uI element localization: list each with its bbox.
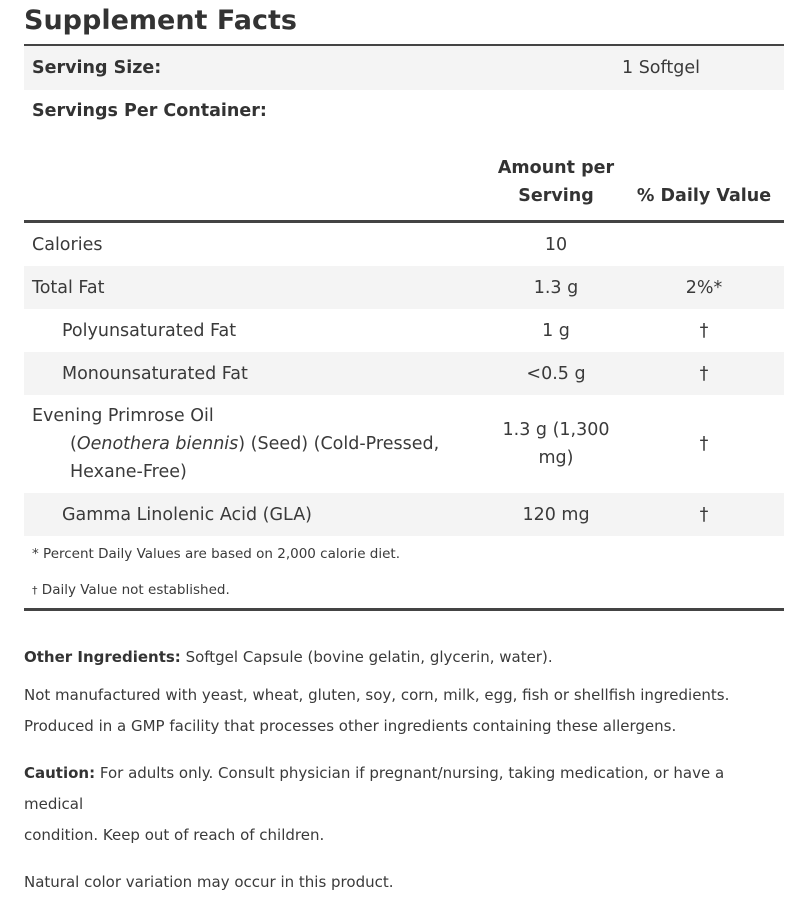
nutrient-dv: † xyxy=(699,320,709,341)
nutrient-amount: <0.5 g xyxy=(526,363,586,384)
nutrient-amount xyxy=(488,416,624,472)
servings-per-container-label: Servings Per Container: xyxy=(32,101,267,121)
amount-per-serving-header xyxy=(488,154,624,220)
table-row xyxy=(24,266,784,309)
nutrient-dv: 2%* xyxy=(685,277,723,298)
caution-line1 xyxy=(24,758,784,820)
nutrient-name: Gamma Linolenic Acid (GLA) xyxy=(62,504,312,525)
other-ingredients-label: Other Ingredients: xyxy=(24,648,181,666)
serving-size-value: 1 Softgel xyxy=(622,58,700,78)
caution-text: For adults only. Consult physician if pregnant/nursing, taking medication, or have a medical xyxy=(24,764,725,813)
table-row xyxy=(24,309,784,352)
amount-header-line2: Serving xyxy=(518,186,594,206)
nutrient-amount: 1 g xyxy=(542,320,570,341)
source-detail: ) (Seed) (Cold-Pressed, xyxy=(238,434,440,454)
source-paren: ( xyxy=(70,434,77,454)
caution-label: Caution: xyxy=(24,764,96,782)
nutrient-dv: † xyxy=(699,504,709,525)
botanical-name: Oenothera biennis xyxy=(76,434,239,454)
nutrient-name: Polyunsaturated Fat xyxy=(62,320,237,341)
allergen-line1: Not manufactured with yeast, wheat, gluten, soy, corn, milk, egg, fish or shellfish ingredients. xyxy=(24,686,730,704)
nutrient-name-block xyxy=(24,402,488,486)
serving-size-row xyxy=(24,46,784,90)
nutrient-name: Evening Primrose Oil xyxy=(32,406,214,426)
servings-per-container-row xyxy=(24,90,784,132)
natural-variation-note: Natural color variation may occur in this product. xyxy=(24,873,394,891)
dagger-symbol: † xyxy=(32,584,38,597)
nutrient-name: Total Fat xyxy=(32,277,105,298)
serving-size-label: Serving Size: xyxy=(32,58,162,78)
table-row xyxy=(24,352,784,395)
nutrient-amount: 120 mg xyxy=(522,504,590,525)
caution-line2: condition. Keep out of reach of children. xyxy=(24,826,325,844)
dagger-note-text: Daily Value not established. xyxy=(41,582,230,598)
allergen-line2: Produced in a GMP facility that processes other ingredients containing these allergens. xyxy=(24,717,677,735)
nutrient-dv: † xyxy=(699,363,709,384)
dagger-note xyxy=(24,572,784,611)
percent-dv-note: * Percent Daily Values are based on 2,000 calorie diet. xyxy=(32,546,401,562)
daily-value-header: % Daily Value xyxy=(636,186,772,206)
nutrient-amount: 10 xyxy=(544,234,568,255)
amount-line1: 1.3 g (1,300 xyxy=(502,420,610,440)
page-title: Supplement Facts xyxy=(24,0,784,46)
table-row xyxy=(24,395,784,493)
nutrient-source xyxy=(32,430,488,458)
nutrient-name: Monounsaturated Fat xyxy=(62,363,248,384)
amount-header-line1: Amount per xyxy=(497,158,615,178)
other-ingredients-text: Softgel Capsule (bovine gelatin, glycerin, water). xyxy=(180,648,553,666)
table-row xyxy=(24,223,784,266)
nutrient-source-line2: Hexane-Free) xyxy=(70,462,187,482)
nutrient-name: Calories xyxy=(32,234,103,255)
supplement-facts-panel xyxy=(24,0,784,898)
nutrient-amount: 1.3 g xyxy=(533,277,579,298)
table-row xyxy=(24,493,784,536)
facts-header-row xyxy=(24,132,784,223)
nutrient-dv: † xyxy=(699,434,709,454)
amount-line2: mg) xyxy=(538,448,574,468)
other-ingredients xyxy=(24,642,784,673)
